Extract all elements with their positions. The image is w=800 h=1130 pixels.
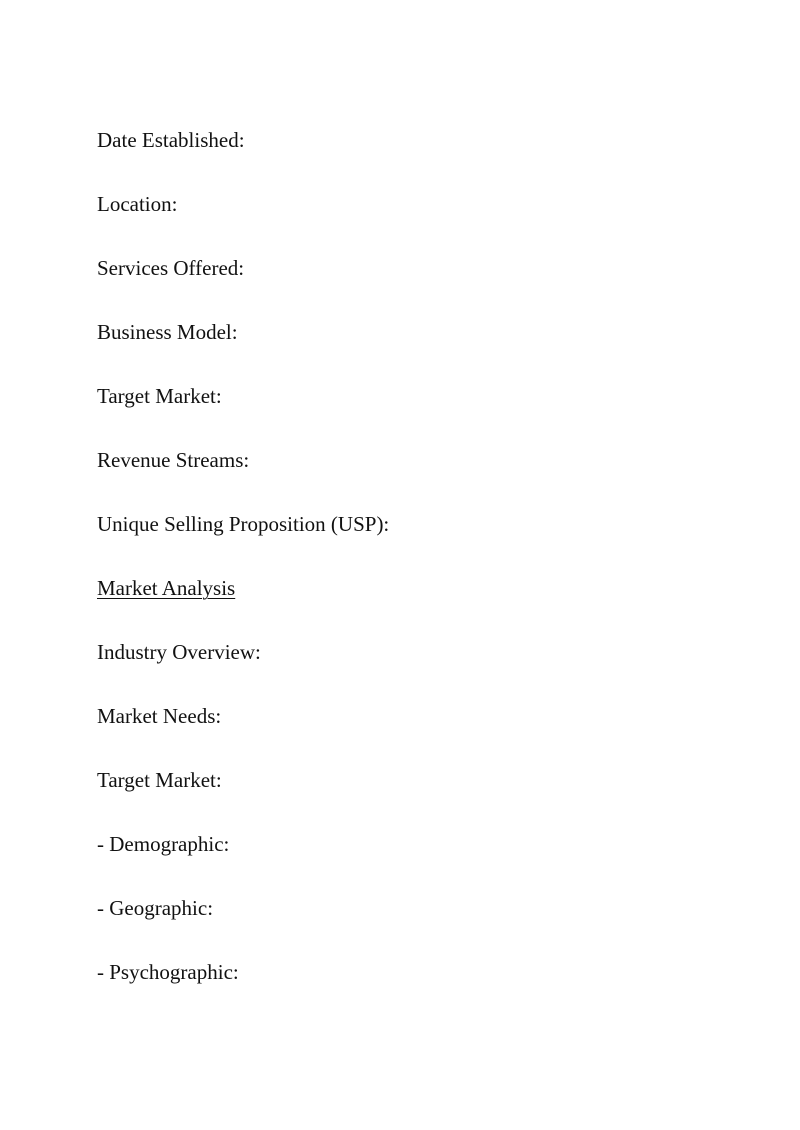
field-services-offered: Services Offered: <box>97 256 245 280</box>
field-geographic: - Geographic: <box>97 896 214 920</box>
field-revenue-streams: Revenue Streams: <box>97 448 250 472</box>
section-heading-market-analysis: Market Analysis <box>97 576 236 600</box>
field-usp: Unique Selling Proposition (USP): <box>97 512 390 536</box>
field-business-model: Business Model: <box>97 320 238 344</box>
field-location: Location: <box>97 192 178 216</box>
field-demographic: - Demographic: <box>97 832 230 856</box>
field-industry-overview: Industry Overview: <box>97 640 261 664</box>
field-target-market-analysis: Target Market: <box>97 768 222 792</box>
field-target-market: Target Market: <box>97 384 222 408</box>
field-date-established: Date Established: <box>97 128 245 152</box>
field-market-needs: Market Needs: <box>97 704 222 728</box>
field-psychographic: - Psychographic: <box>97 960 239 984</box>
